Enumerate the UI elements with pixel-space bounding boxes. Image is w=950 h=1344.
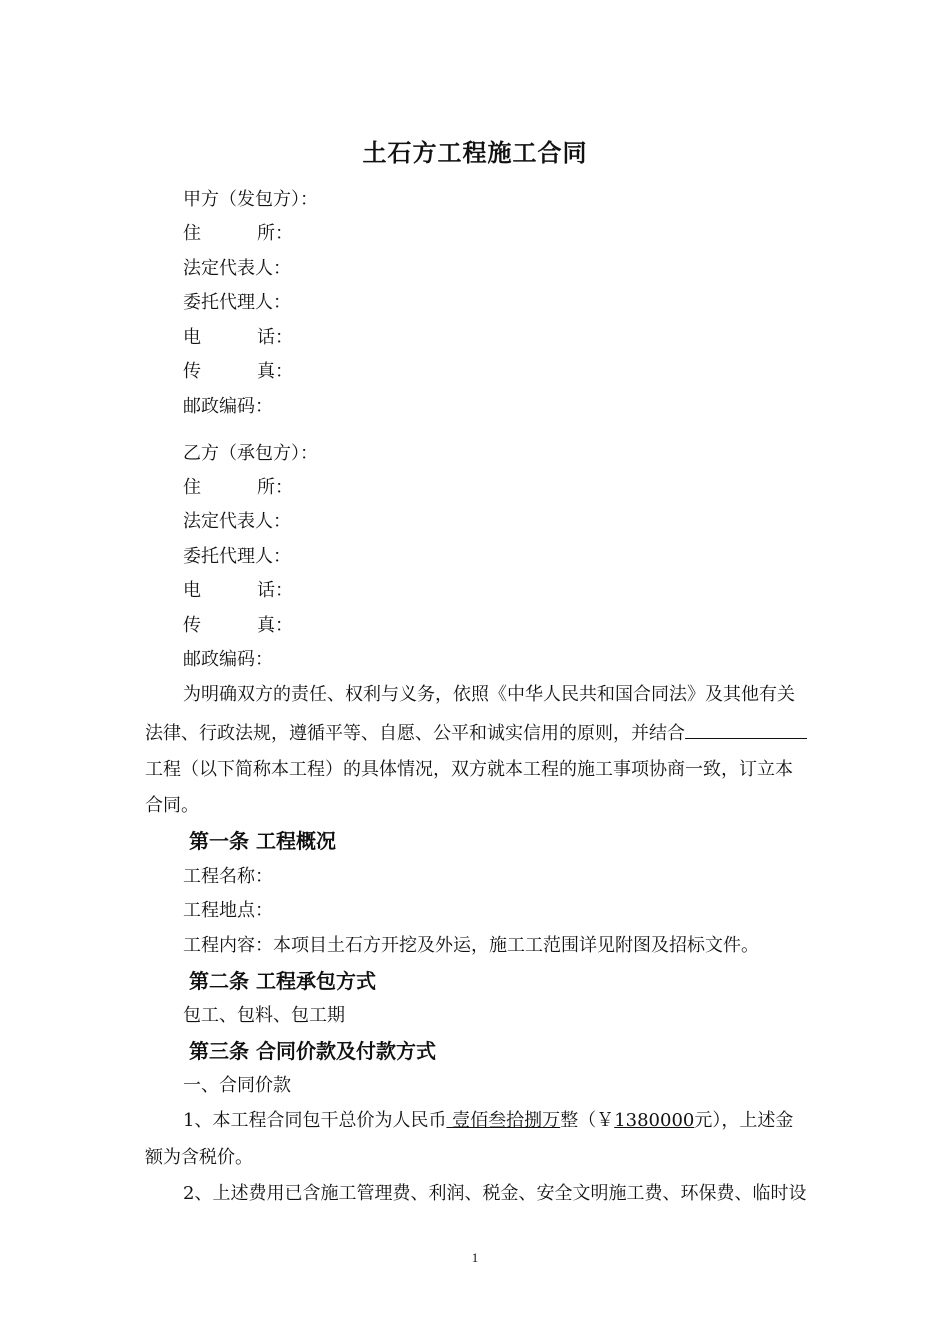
contract-title: 土石方工程施工合同 [362, 138, 588, 167]
price-text: 元），上述金 [694, 1110, 794, 1131]
label-part: 话： [257, 327, 293, 348]
section-contract-price: 一、合同价款 [183, 1075, 291, 1096]
price-text: 整（￥ [560, 1110, 615, 1131]
page-number: 1 [471, 1250, 479, 1265]
preamble-line-4: 合同。 [145, 795, 199, 816]
party-a-address-label [183, 223, 293, 245]
preamble-text: 法律、行政法规，遵循平等、自愿、公平和诚实信用的原则，并结合 [145, 723, 685, 744]
project-location-label: 工程地点： [183, 900, 273, 921]
party-a-phone-label [183, 327, 293, 349]
preamble-line-2 [145, 720, 807, 745]
label-part: 传 [183, 361, 201, 382]
party-b-postcode: 邮政编码： [183, 649, 273, 670]
party-b-address-label [183, 477, 293, 499]
label-part: 所： [257, 223, 293, 244]
preamble-line-3: 工程（以下简称本工程）的具体情况，双方就本工程的施工事项协商一致，订立本 [145, 759, 793, 780]
contract-mode: 包工、包料、包工期 [183, 1005, 345, 1026]
party-b-header: 乙方（承包方）： [183, 443, 318, 464]
label-part: 电 [183, 327, 201, 348]
price-item-1-cont: 额为含税价。 [145, 1147, 253, 1168]
project-content: 工程内容：本项目土石方开挖及外运，施工工范围详见附图及招标文件。 [183, 935, 759, 956]
project-name-blank[interactable] [685, 720, 807, 739]
party-b-fax-label [183, 615, 293, 637]
label-part: 电 [183, 580, 201, 601]
price-text: 1、本工程合同包干总价为人民币 [183, 1110, 447, 1131]
party-b-agent: 委托代理人： [183, 546, 291, 567]
party-a-header: 甲方（发包方）： [183, 189, 318, 210]
label-part: 所： [257, 477, 293, 498]
preamble-line-1: 为明确双方的责任、权利与义务，依照《中华人民共和国合同法》及其他有关 [183, 684, 795, 705]
party-a-legal-rep: 法定代表人： [183, 258, 291, 279]
article-1-heading: 第一条 工程概况 [189, 829, 336, 853]
label-part: 住 [183, 223, 201, 244]
label-part: 住 [183, 477, 201, 498]
party-a-agent: 委托代理人： [183, 292, 291, 313]
project-name-label: 工程名称： [183, 866, 273, 887]
article-3-heading: 第三条 合同价款及付款方式 [189, 1039, 436, 1063]
amount-in-words: 壹佰叁拾捌万 [446, 1110, 561, 1131]
label-part: 传 [183, 615, 201, 636]
party-b-phone-label [183, 580, 293, 602]
article-2-heading: 第二条 工程承包方式 [189, 969, 376, 993]
label-part: 真： [257, 361, 293, 382]
party-a-postcode: 邮政编码： [183, 396, 273, 417]
price-item-1 [183, 1110, 793, 1132]
party-b-legal-rep: 法定代表人： [183, 511, 291, 532]
amount-in-figures: 1380000 [614, 1110, 695, 1131]
label-part: 话： [257, 580, 293, 601]
price-item-2: 2、上述费用已含施工管理费、利润、税金、安全文明施工费、环保费、临时设 [183, 1183, 807, 1204]
label-part: 真： [257, 615, 293, 636]
party-a-fax-label [183, 361, 293, 383]
